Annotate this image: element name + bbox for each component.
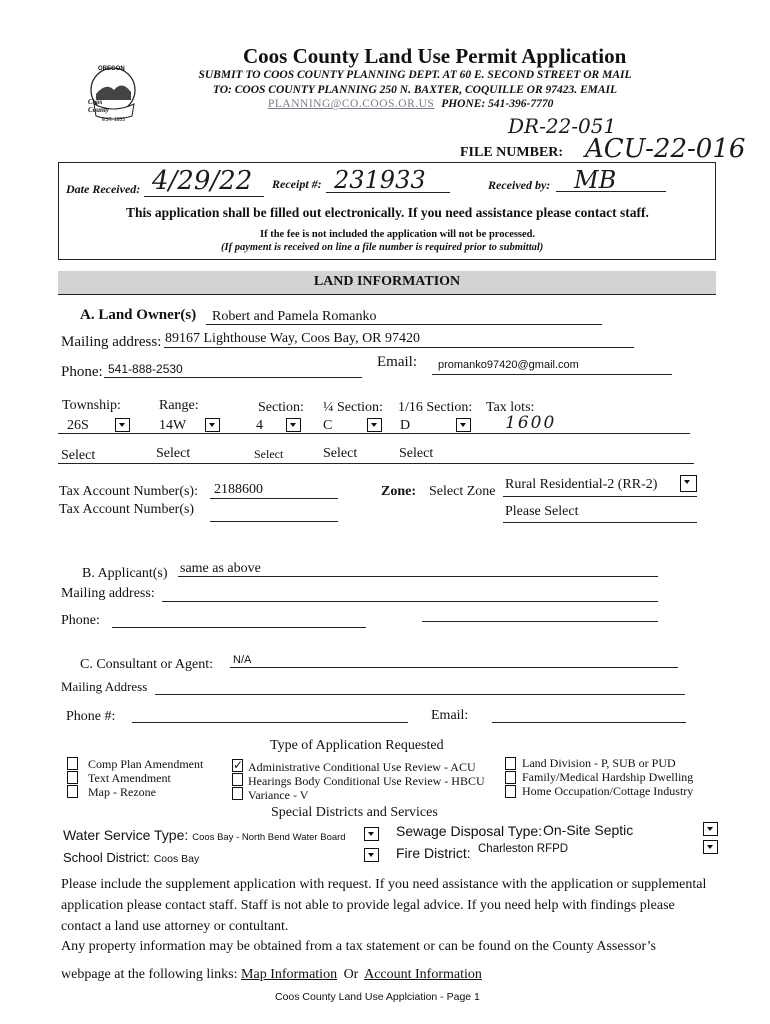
logo-text-mid: Coos County <box>88 98 110 114</box>
consultant-label: C. Consultant or Agent: <box>80 657 213 672</box>
land-division-label: Land Division - P, SUB or PUD <box>522 756 676 770</box>
county-logo <box>84 60 142 130</box>
owner-email-field[interactable]: promanko97420@gmail.com <box>438 359 579 371</box>
range-label: Range: <box>159 398 199 413</box>
applicant-label: B. Applicant(s) <box>82 566 168 581</box>
tax-lots-value[interactable]: 1600 <box>505 413 557 433</box>
dr-number: DR-22-051 <box>508 114 617 138</box>
map-information-link[interactable]: Map Information <box>241 967 338 982</box>
consultant-email-label: Email: <box>431 708 469 723</box>
variance-checkbox[interactable] <box>232 787 243 800</box>
links-intro: webpage at the following links: <box>61 967 238 982</box>
applicant-phone-label: Phone: <box>61 613 100 628</box>
account-information-link[interactable]: Account Information <box>364 967 482 982</box>
hbcu-label: Hearings Body Conditional Use Review - HBCU <box>248 774 485 788</box>
sixteenth-section-label: 1/16 Section: <box>398 400 473 415</box>
hbcu-checkbox[interactable] <box>232 773 243 786</box>
submit-line-2: TO: COOS COUNTY PLANNING 250 N. BAXTER, COQUILLE OR 97423. EMAIL <box>212 84 618 96</box>
property-info-line: Any property information may be obtained from a tax statement or can be found on the County Assessor’s <box>61 939 656 954</box>
application-type-title: Type of Application Requested <box>270 738 444 753</box>
water-value: Coos Bay - North Bend Water Board <box>192 832 346 843</box>
page-title: Coos County Land Use Permit Application <box>243 44 627 68</box>
sixteenth-section-value: D <box>400 418 411 433</box>
select-section[interactable]: Select <box>254 447 284 461</box>
school-label: School District: <box>63 850 150 865</box>
map-rezone-checkbox[interactable] <box>67 785 78 798</box>
fee-note: If the fee is not included the application will not be processed. <box>260 229 536 240</box>
section-value: 4 <box>256 418 263 433</box>
comp-plan-label: Comp Plan Amendment <box>88 757 204 771</box>
zone-dropdown[interactable] <box>680 475 697 492</box>
sewage-value: On-Site Septic <box>543 822 634 838</box>
payment-note: (If payment is received on line a file number is required prior to submittal) <box>221 242 544 253</box>
tax-account-field[interactable]: 2188600 <box>214 482 263 497</box>
land-division-checkbox[interactable] <box>505 757 516 770</box>
received-by-value: MB <box>574 166 617 194</box>
owner-field[interactable]: Robert and Pamela Romanko <box>212 309 377 324</box>
owner-label: A. Land Owner(s) <box>80 307 197 323</box>
links-line <box>61 967 482 983</box>
received-by-label: Received by: <box>488 178 551 192</box>
fire-label: Fire District: <box>396 845 471 861</box>
water-service <box>63 827 346 845</box>
districts-title: Special Districts and Services <box>271 805 438 820</box>
water-dropdown[interactable] <box>364 827 379 841</box>
township-value: 26S <box>67 418 89 433</box>
logo-text-bottom: EST. 1853 <box>102 117 126 123</box>
owner-mailing-field[interactable]: 89167 Lighthouse Way, Coos Bay, OR 97420 <box>165 331 421 346</box>
owner-email-label: Email: <box>377 354 417 370</box>
fire-value: Charleston RFPD <box>478 843 569 855</box>
consultant-phone-label: Phone #: <box>66 709 116 724</box>
or-text: Or <box>343 967 359 982</box>
planning-email-link[interactable]: PLANNING@CO.COOS.OR.US <box>268 98 435 110</box>
sixteenth-section-dropdown[interactable] <box>456 418 471 432</box>
owner-phone-label: Phone: <box>61 364 103 380</box>
quarter-section-value: C <box>323 418 333 433</box>
acu-checkbox[interactable] <box>232 759 243 772</box>
date-received-value: 4/29/22 <box>152 166 253 196</box>
quarter-section-dropdown[interactable] <box>367 418 382 432</box>
consultant-mailing-label: Mailing Address <box>61 679 148 694</box>
township-dropdown[interactable] <box>115 418 130 432</box>
hardship-dwelling-label: Family/Medical Hardship Dwelling <box>522 770 694 784</box>
applicant-field[interactable]: same as above <box>180 561 261 576</box>
receipt-label: Receipt #: <box>272 177 322 191</box>
consultant-field[interactable]: N/A <box>233 654 252 666</box>
school-value: Coos Bay <box>153 853 200 865</box>
range-value: 14W <box>159 418 187 433</box>
range-dropdown[interactable] <box>205 418 220 432</box>
tax-lots-label: Tax lots: <box>486 400 535 415</box>
receipt-value: 231933 <box>334 166 426 194</box>
water-label: Water Service Type: <box>63 827 189 843</box>
file-number-value: ACU-22-016 <box>585 134 746 164</box>
supplement-paragraph: Please include the supplement application with request. If you need assistance with the application or supplemental application please contact staff. Staff is not able to provide legal advice. If you need help with findings please contact a land use attorney or contultant. <box>61 877 707 934</box>
select-sixteenth[interactable]: Select <box>399 446 434 461</box>
section-dropdown[interactable] <box>286 418 301 432</box>
select-range[interactable]: Select <box>156 446 191 461</box>
home-occupation-checkbox[interactable] <box>505 785 516 798</box>
planning-phone: PHONE: 541-396-7770 <box>441 98 554 110</box>
township-label: Township: <box>62 398 121 413</box>
acu-label: Administrative Conditional Use Review - ACU <box>248 760 476 774</box>
zone-label: Zone: <box>381 484 416 499</box>
logo-text-top: OREGON <box>98 66 125 72</box>
fire-dropdown[interactable] <box>703 840 718 854</box>
contact-line <box>268 98 553 110</box>
tax-account-label: Tax Account Number(s): <box>59 484 198 499</box>
school-district <box>63 849 199 867</box>
variance-label: Variance - V <box>248 788 309 802</box>
zone-value: Rural Residential-2 (RR-2) <box>505 477 658 492</box>
electronic-note: This application shall be filled out electronically. If you need assistance please contact staff. <box>126 205 649 220</box>
text-amendment-checkbox[interactable] <box>67 771 78 784</box>
select-township[interactable]: Select <box>61 448 96 463</box>
land-info-title: LAND INFORMATION <box>313 274 461 289</box>
map-rezone-label: Map - Rezone <box>88 785 156 799</box>
date-received-label: Date Received: <box>66 182 141 196</box>
select-quarter[interactable]: Select <box>323 446 358 461</box>
tax-account-label-2: Tax Account Number(s) <box>59 502 195 517</box>
zone-please-select[interactable]: Please Select <box>505 504 579 519</box>
submit-line-1: SUBMIT TO COOS COUNTY PLANNING DEPT. AT 60 E. SECOND STREET OR MAIL <box>198 69 632 81</box>
file-number-label: FILE NUMBER: <box>460 145 564 160</box>
hardship-dwelling-checkbox[interactable] <box>505 771 516 784</box>
zone-select-label: Select Zone <box>429 484 496 499</box>
comp-plan-checkbox[interactable] <box>67 757 78 770</box>
applicant-mailing-label: Mailing address: <box>61 586 155 601</box>
text-amendment-label: Text Amendment <box>88 771 171 785</box>
page-footer: Coos County Land Use Applciation - Page 1 <box>275 991 480 1003</box>
owner-mailing-label: Mailing address: <box>61 334 162 350</box>
school-dropdown[interactable] <box>364 848 379 862</box>
owner-phone-field[interactable]: 541-888-2530 <box>108 362 183 376</box>
sewage-dropdown[interactable] <box>703 822 718 836</box>
checkmark-icon: ✓ <box>233 758 244 772</box>
sewage-label: Sewage Disposal Type: <box>396 823 543 839</box>
home-occupation-label: Home Occupation/Cottage Industry <box>522 784 694 798</box>
section-label: Section: <box>258 400 304 415</box>
quarter-section-label: ¼ Section: <box>323 400 383 415</box>
